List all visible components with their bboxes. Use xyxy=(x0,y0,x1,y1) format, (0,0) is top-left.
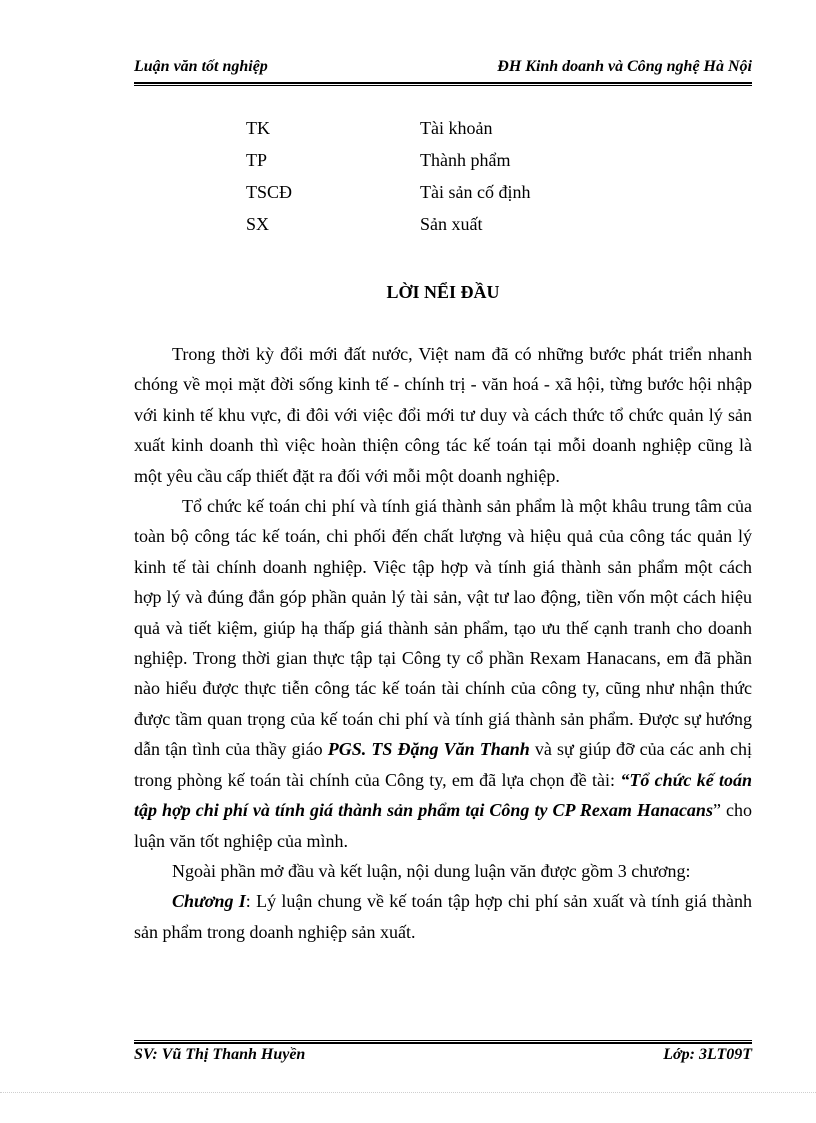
body-text xyxy=(134,339,752,947)
abbreviation-row xyxy=(246,112,646,144)
abbreviation-row xyxy=(246,144,646,176)
abbreviation-row xyxy=(246,208,646,240)
header-rule xyxy=(134,82,752,86)
abbreviation-code: TP xyxy=(246,150,268,170)
thesis-topic: “Tổ chức kế toán tập hợp chi phí và tính giá thành sản phẩm tại Công ty CP Rexam Hanacans xyxy=(134,769,752,821)
paragraph-text: và sự giúp đỡ của các anh chị trong phòng kế toán tài chính của Công ty, em đã lựa chọn đề tài: xyxy=(134,739,752,790)
footer-rule xyxy=(134,1040,752,1044)
page-footer xyxy=(134,1046,752,1070)
header-thesis-label: Luận văn tốt nghiệp xyxy=(134,58,268,75)
abbreviation-code: SX xyxy=(246,214,270,234)
page-header xyxy=(134,56,752,80)
abbreviation-meaning: Tài khoản xyxy=(420,118,493,138)
paragraph-structure: Ngoài phần mở đầu và kết luận, nội dung luận văn được gồm 3 chương: xyxy=(172,860,691,881)
paragraph-text: Tổ chức kế toán chi phí và tính giá thành sản phẩm là một khâu trung tâm của toàn bộ công tác kế toán, chi phối đến chất lượng và hiệu quả của công tác quản lý kinh tế tài chính doanh nghiệp. Việc tập hợp và tính giá thành sản phẩm một cách hợp lý và đúng đắn góp phần quản lý tài sản, vật tư lao động, tiền vốn một cách hiệu quả và tiết kiệm, giúp hạ thấp giá thành sản phẩm, tạo ưu thế cạnh tranh cho doanh nghiệp. Trong thời gian thực tập tại Công ty cổ phần Rexam Hanacans, em đã phần nào hiểu được thực tiễn công tác kế toán tài chính của công ty, cũng như nhận thức được tầm quan trọng của kế toán chi phí và tính giá thành sản phẩm. Được sự hướng dẫn tận tình của thầy giáo xyxy=(134,496,752,760)
header-university-name: ĐH Kinh doanh và Công nghệ Hà Nội xyxy=(497,58,752,75)
chapter-label: Chương I xyxy=(172,891,246,912)
abbreviation-meaning: Tài sản cố định xyxy=(420,182,531,202)
footer-class-code: Lớp: 3LT09T xyxy=(663,1046,752,1063)
paragraph-topic xyxy=(134,491,752,856)
page-bottom-edge xyxy=(0,1092,816,1093)
advisor-name: PGS. TS Đặng Văn Thanh xyxy=(327,739,530,760)
abbreviation-code: TK xyxy=(246,118,270,138)
paragraph-text: ” cho luận văn tốt nghiệp của mình. xyxy=(134,800,752,851)
section-title: LỜI NỂI ĐẦU xyxy=(386,282,500,302)
footer-student-name: SV: Vũ Thị Thanh Huyền xyxy=(134,1046,306,1063)
abbreviation-code: TSCĐ xyxy=(246,182,293,202)
paragraph-intro: Trong thời kỳ đổi mới đất nước, Việt nam đã có những bước phát triển nhanh chóng về mọi mặt đời sống kinh tế - chính trị - văn hoá - xã hội, từng bước hội nhập với kinh tế khu vực, đi đôi với việc đổi mới tư duy và cách thức tổ chức quản lý sản xuất kinh doanh thì việc hoàn thiện công tác kế toán tại mỗi doanh nghiệp cũng là một yêu cầu cấp thiết đặt ra đối với mỗi một doanh nghiệp. xyxy=(134,344,752,486)
paragraph-chapter-1 xyxy=(134,886,752,947)
abbreviation-meaning: Thành phẩm xyxy=(420,150,511,170)
abbreviation-list xyxy=(246,112,646,240)
abbreviation-row xyxy=(246,176,646,208)
chapter-description: : Lý luận chung về kế toán tập hợp chi phí sản xuất và tính giá thành sản phẩm trong doanh nghiệp sản xuất. xyxy=(134,891,752,942)
abbreviation-meaning: Sản xuất xyxy=(420,214,483,234)
